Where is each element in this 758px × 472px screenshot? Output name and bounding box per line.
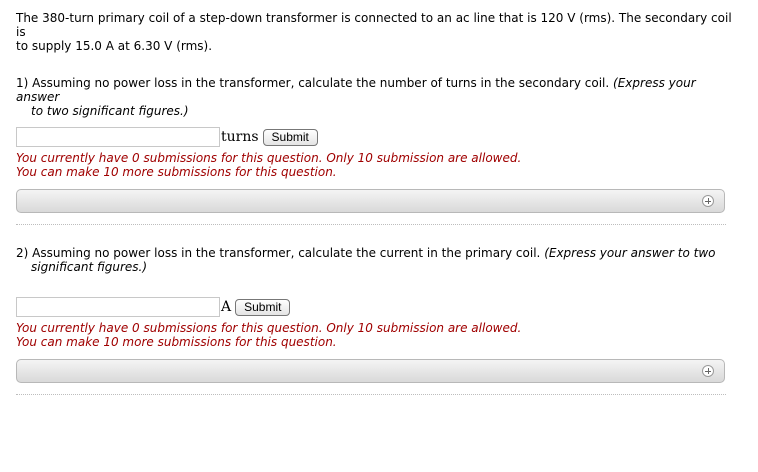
question-2-notice-line-1: You currently have 0 submissions for this question. Only 10 submission are allowed. [16, 321, 522, 335]
question-1-answer-row [16, 125, 318, 149]
question-divider [16, 224, 726, 225]
question-1-unit: turns [221, 129, 259, 145]
problem-text-line-2: to supply 15.0 A at 6.30 V (rms). [16, 39, 213, 53]
question-1-submit-button[interactable]: Submit [263, 129, 318, 146]
question-2-unit: A [221, 299, 232, 315]
question-2-text: 2) Assuming no power loss in the transformer, calculate the current in the primary coil. [16, 246, 541, 260]
question-2-hint-cont: significant figures.) [31, 260, 148, 274]
plus-circle-icon[interactable] [702, 195, 714, 207]
problem-text-line-1: The 380-turn primary coil of a step-down transformer is connected to an ac line that is 120 V (rms). The secondary coil is [16, 11, 732, 39]
question-2-hint: (Express your answer to two [544, 246, 716, 260]
plus-circle-icon[interactable] [702, 365, 714, 377]
question-1-expand-bar[interactable] [16, 189, 725, 213]
question-2 [16, 246, 736, 274]
problem-statement [16, 11, 736, 53]
question-2-submission-notice [16, 321, 521, 349]
question-2-answer-row [16, 295, 290, 319]
question-1-notice-line-2: You can make 10 more submissions for this question. [16, 165, 337, 179]
question-2-notice-line-2: You can make 10 more submissions for this question. [16, 335, 337, 349]
question-1-submission-notice [16, 151, 521, 179]
question-1-hint: (Express your answer [16, 76, 696, 104]
question-1-text: 1) Assuming no power loss in the transformer, calculate the number of turns in the secondary coil. [16, 76, 610, 90]
question-2-answer-input[interactable] [16, 297, 220, 317]
question-1-notice-line-1: You currently have 0 submissions for this question. Only 10 submission are allowed. [16, 151, 522, 165]
question-1-hint-cont: to two significant figures.) [31, 104, 189, 118]
question-2-submit-button[interactable]: Submit [235, 299, 290, 316]
question-divider [16, 394, 726, 395]
question-2-expand-bar[interactable] [16, 359, 725, 383]
question-1-answer-input[interactable] [16, 127, 220, 147]
question-1 [16, 76, 736, 118]
